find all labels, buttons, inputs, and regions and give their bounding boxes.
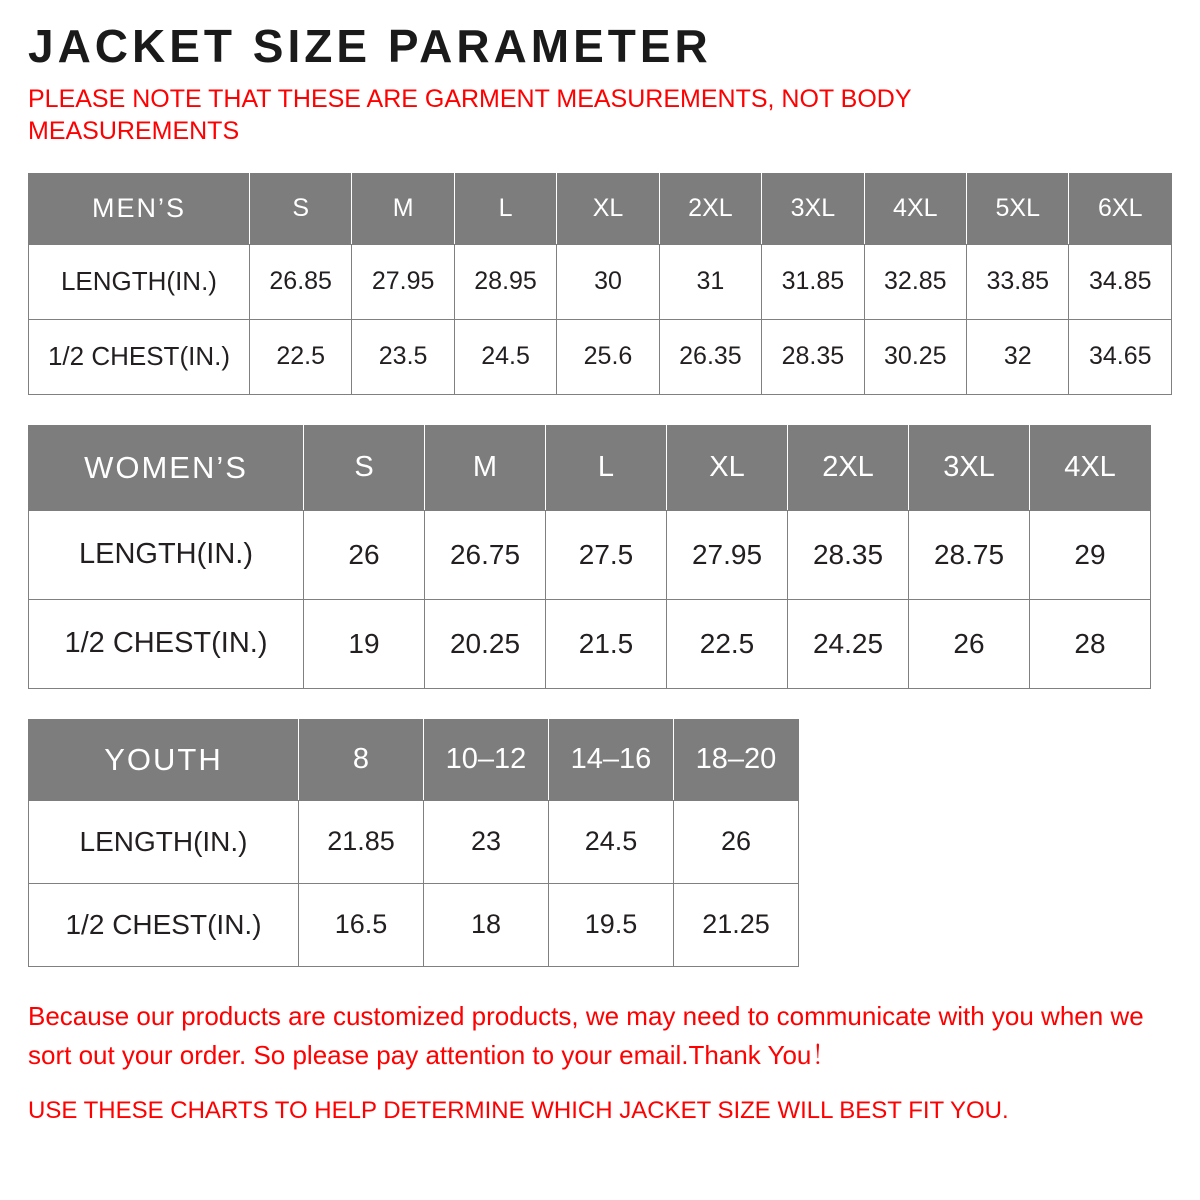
- mens-size-table: [28, 173, 1172, 395]
- header-cell-size: 18–20: [674, 719, 799, 800]
- table-row: [29, 599, 1151, 688]
- table-cell: 18: [424, 883, 549, 966]
- table-cell: 27.95: [667, 510, 788, 599]
- table-cell: 28: [1030, 599, 1151, 688]
- table-cell: 28.35: [762, 319, 864, 394]
- table-cell: 21.85: [299, 800, 424, 883]
- table-row: [29, 800, 799, 883]
- table-row: [29, 319, 1172, 394]
- table-cell: 28.35: [788, 510, 909, 599]
- table-header-row: [29, 425, 1151, 510]
- header-cell-size: 4XL: [864, 173, 966, 244]
- table-cell: 26.75: [425, 510, 546, 599]
- table-cell: 30: [557, 244, 659, 319]
- table-row: [29, 883, 799, 966]
- table-cell: 23.5: [352, 319, 454, 394]
- table-cell: 24.5: [549, 800, 674, 883]
- table-cell: 25.6: [557, 319, 659, 394]
- table-cell: 24.25: [788, 599, 909, 688]
- table-cell: 26: [304, 510, 425, 599]
- header-cell-size: 10–12: [424, 719, 549, 800]
- table-cell: 21.25: [674, 883, 799, 966]
- table-cell: 26: [909, 599, 1030, 688]
- table-cell: 32.85: [864, 244, 966, 319]
- table-row: [29, 244, 1172, 319]
- youth-size-table: [28, 719, 799, 967]
- header-cell-size: 3XL: [762, 173, 864, 244]
- chart-usage-note: USE THESE CHARTS TO HELP DETERMINE WHICH JACKET SIZE WILL BEST FIT YOU.: [28, 1096, 1009, 1124]
- header-cell-size: S: [249, 173, 351, 244]
- table-cell: 27.95: [352, 244, 454, 319]
- header-cell-size: XL: [557, 173, 659, 244]
- header-cell-size: M: [425, 425, 546, 510]
- table-cell: 26.35: [659, 319, 761, 394]
- table-cell: 34.85: [1069, 244, 1172, 319]
- row-label: 1/2 CHEST(IN.): [29, 319, 250, 394]
- table-cell: 20.25: [425, 599, 546, 688]
- header-cell-size: L: [546, 425, 667, 510]
- row-label: 1/2 CHEST(IN.): [29, 599, 304, 688]
- row-label: LENGTH(IN.): [29, 244, 250, 319]
- header-cell-size: M: [352, 173, 454, 244]
- row-label: 1/2 CHEST(IN.): [29, 883, 299, 966]
- header-cell-size: XL: [667, 425, 788, 510]
- table-cell: 28.75: [909, 510, 1030, 599]
- garment-measurement-note: PLEASE NOTE THAT THESE ARE GARMENT MEASUREMENTS, NOT BODY MEASUREMENTS: [28, 85, 912, 145]
- table-cell: 23: [424, 800, 549, 883]
- womens-size-table: [28, 425, 1151, 689]
- table-row: [29, 510, 1151, 599]
- table-cell: 19: [304, 599, 425, 688]
- header-cell-size: 3XL: [909, 425, 1030, 510]
- header-cell-size: 5XL: [967, 173, 1069, 244]
- header-cell-size: 4XL: [1030, 425, 1151, 510]
- table-cell: 26: [674, 800, 799, 883]
- table-cell: 22.5: [249, 319, 351, 394]
- header-cell-size: 8: [299, 719, 424, 800]
- table-cell: 27.5: [546, 510, 667, 599]
- header-cell-size: L: [454, 173, 556, 244]
- table-header-row: [29, 719, 799, 800]
- table-cell: 21.5: [546, 599, 667, 688]
- table-cell: 30.25: [864, 319, 966, 394]
- header-cell-size: 14–16: [549, 719, 674, 800]
- table-cell: 28.95: [454, 244, 556, 319]
- table-cell: 19.5: [549, 883, 674, 966]
- customized-products-note: Because our products are customized products, we may need to communicate with you when we sort out your order. So please pay attention to your email.Thank You！: [28, 1000, 1144, 1070]
- table-header-row: [29, 173, 1172, 244]
- header-cell-category: WOMEN’S: [29, 425, 304, 510]
- header-cell-category: MEN’S: [29, 173, 250, 244]
- table-cell: 22.5: [667, 599, 788, 688]
- row-label: LENGTH(IN.): [29, 510, 304, 599]
- page-title: JACKET SIZE PARAMETER: [28, 20, 712, 72]
- header-cell-category: YOUTH: [29, 719, 299, 800]
- table-cell: 16.5: [299, 883, 424, 966]
- table-cell: 31: [659, 244, 761, 319]
- table-cell: 34.65: [1069, 319, 1172, 394]
- table-cell: 29: [1030, 510, 1151, 599]
- table-cell: 26.85: [249, 244, 351, 319]
- table-cell: 32: [967, 319, 1069, 394]
- header-cell-size: S: [304, 425, 425, 510]
- header-cell-size: 2XL: [788, 425, 909, 510]
- table-cell: 24.5: [454, 319, 556, 394]
- header-cell-size: 6XL: [1069, 173, 1172, 244]
- table-cell: 33.85: [967, 244, 1069, 319]
- header-cell-size: 2XL: [659, 173, 761, 244]
- table-cell: 31.85: [762, 244, 864, 319]
- row-label: LENGTH(IN.): [29, 800, 299, 883]
